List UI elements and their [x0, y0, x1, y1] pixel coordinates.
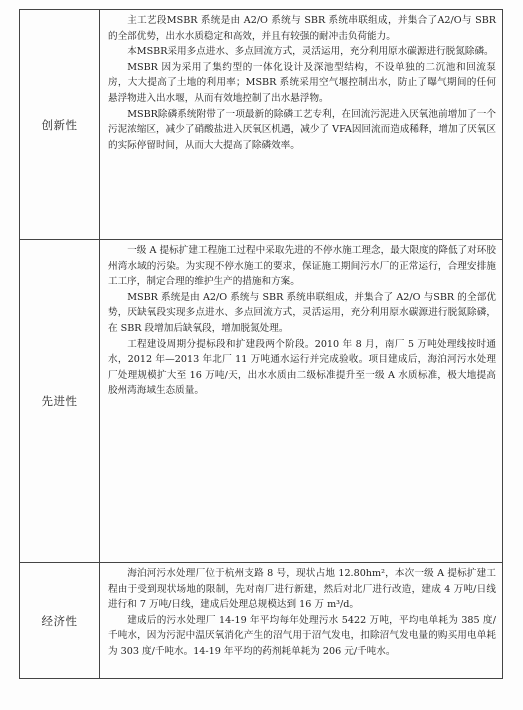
- paragraph: 工程建设周期分提标段和扩建段两个阶段。2010 年 8 月，南厂 5 万吨处理线按时通水，2012 年—2013 年北厂 11 万吨通水运行并完成验收。项目建成后，海泊河污水处理厂处理规模扩大至 16 万吨/天，出水水质由二级标准提升至一级 A 水质标准，极大地提高胶州湾海域生态质量。: [108, 338, 496, 397]
- table-row-innovation: [20, 10, 503, 240]
- row-content: [100, 240, 503, 563]
- paragraph: 一级 A 提标扩建工程施工过程中采取先进的不停水施工理念，最大限度的降低了对环胶州湾水域的污染。为实现不停水施工的要求，保证施工期间污水厂的正常运行，合理安排施工工序，制定合理的维护生产的措施和方案。: [108, 245, 496, 288]
- evaluation-table: [19, 9, 503, 679]
- paragraph: 建成后的污水处理厂 14-19 年平均每年处理污水 5422 万吨，平均电单耗为 385 度/千吨水，因为污泥中温厌氧消化产生的沼气用于沼气发电，扣除沼气发电量的购买用电单耗为 303 度/千吨水。14-19 年平均的药剂耗单耗为 206 元/千吨水。: [108, 614, 496, 657]
- paragraph: MSBR 因为采用了集约型的一体化设计及深池型结构，不设单独的二沉池和回流泵房，大大提高了土地的利用率；MSBR 系统采用空气堰控制出水，防止了曝气期间的任何悬浮物进入出水堰，从而有效地控制了出水悬浮物。: [108, 61, 496, 104]
- paragraph: 本MSBR采用多点进水、多点回流方式，灵活运用，充分利用原水碳源进行脱氮除磷。: [127, 46, 494, 58]
- row-label: 创新性: [20, 10, 100, 240]
- table-row-economy: [20, 563, 503, 679]
- paragraph: 海泊河污水处理厂位于杭州支路 8 号，现状占地 12.80hm²，本次一级 A 提标扩建工程由于受到现状场地的限制，先对南厂进行新建，然后对北厂进行改造，建成 4 万吨/日线进行和 7 万吨/日线，建成后处理总规模达到 16 万 m³/d。: [108, 568, 496, 611]
- paragraph: MSBR除磷系统附带了一项最新的除磷工艺专利，在回流污泥进入厌氧池前增加了一个污泥浓缩区，减少了硝酸盐进入厌氧区机遇，减少了 VFA因回流而造成稀释，增加了厌氧区的实际停留时间，从而大大提高了除磷效率。: [108, 108, 496, 151]
- paragraph: MSBR 系统是由 A2/O 系统与 SBR 系统串联组成，并集合了 A2/O 与SBR 的全部优势，厌缺氧段实现多点进水、多点回流方式，灵活运用，充分利用原水碳源进行脱氮除磷，在 SBR 段增加后缺氧段，增加脱氮处理。: [108, 291, 496, 334]
- row-label: 先进性: [20, 240, 100, 563]
- row-label: 经济性: [20, 563, 100, 679]
- paragraph: 主工艺段MSBR 系统是由 A2/O 系统与 SBR 系统串联组成，并集合了A2/O与 SBR 的全部优势，出水水质稳定和高效，并且有较强的耐冲击负荷能力。: [108, 15, 496, 42]
- row-content: [100, 563, 503, 679]
- row-content: [100, 10, 503, 240]
- table-row-advancement: [20, 240, 503, 563]
